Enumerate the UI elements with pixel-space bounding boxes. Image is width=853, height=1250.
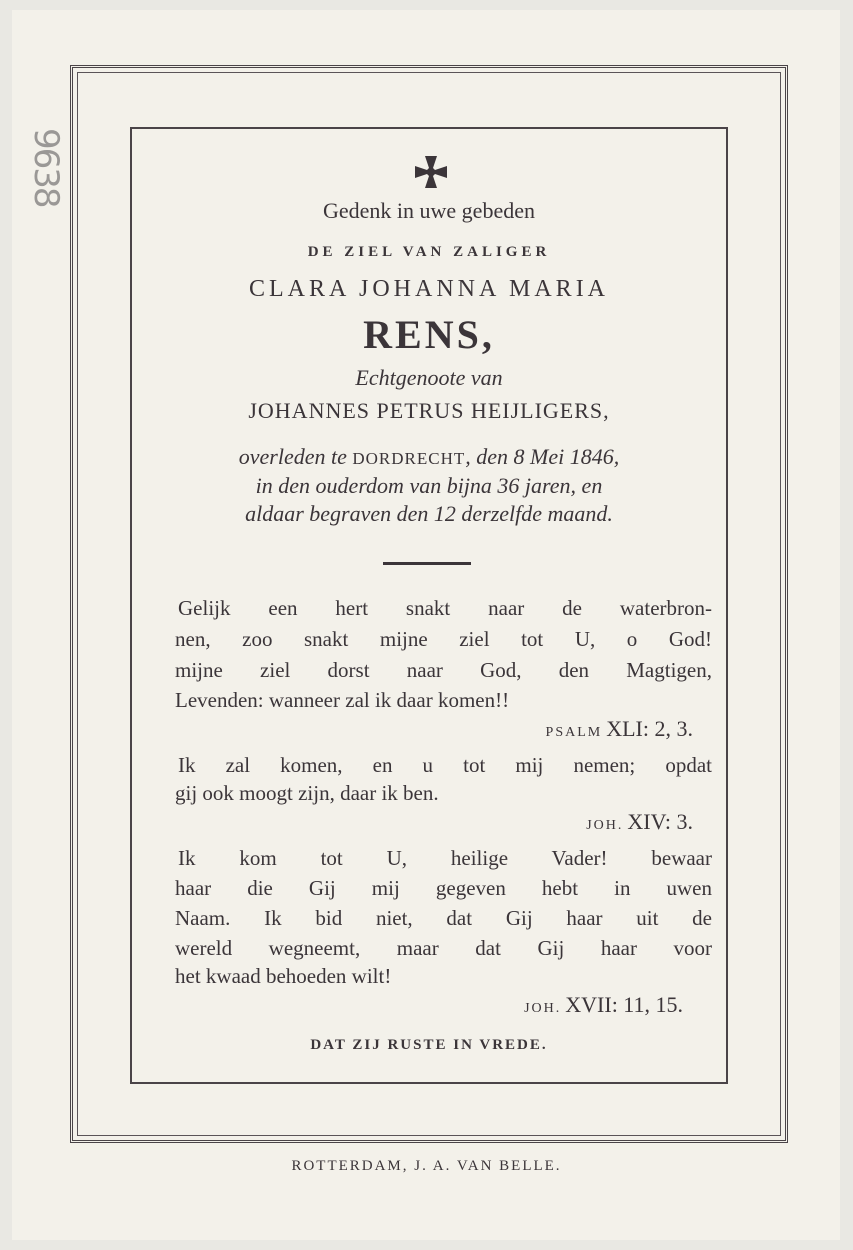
reference-chapter-verse: XLI: 2, 3. — [606, 716, 693, 741]
verse-line: nen, zoo snakt mijne ziel tot U, o God! — [175, 627, 712, 651]
death-line-1 — [130, 444, 728, 470]
death-text: overleden te — [238, 444, 347, 469]
reference-chapter-verse: XIV: 3. — [627, 809, 693, 834]
verse-line: het kwaad behoeden wilt! — [175, 964, 392, 988]
death-line-3: aldaar begraven den 12 derzelfde maand. — [245, 501, 613, 526]
verse-line: wereld wegneemt, maar dat Gij haar voor — [175, 936, 712, 960]
invocation: Gedenk in uwe gebeden — [323, 198, 535, 223]
printer-imprint: ROTTERDAM, J. A. VAN BELLE. — [291, 1158, 562, 1174]
verse-reference — [524, 992, 683, 1018]
death-place: DORDRECHT — [352, 449, 466, 468]
death-date: , den 8 Mei 1846, — [465, 444, 620, 469]
verse-line: gij ook moogt zijn, daar ik ben. — [175, 781, 439, 805]
verse-line: mijne ziel dorst naar God, den Magtigen, — [175, 658, 712, 682]
verse-reference — [546, 716, 693, 742]
reference-book: JOH. — [586, 818, 624, 833]
verse-line: Ik kom tot U, heilige Vader! bewaar — [178, 846, 712, 870]
soul-line: DE ZIEL VAN ZALIGER — [307, 244, 551, 260]
cross-pattee-icon — [414, 155, 448, 189]
verse-line: Naam. Ik bid niet, dat Gij haar uit de — [175, 906, 712, 930]
reference-book: JOH. — [524, 1001, 562, 1016]
given-names: CLARA JOHANNA MARIA — [248, 276, 610, 302]
verse-line: Gelijk een hert snakt naar de waterbron- — [178, 596, 712, 620]
death-line-2: in den ouderdom van bijna 36 jaren, en — [255, 473, 603, 498]
reference-book: PSALM — [545, 725, 603, 740]
verse-line: Ik zal komen, en u tot mij nemen; opdat — [178, 753, 712, 777]
surname: RENS, — [363, 312, 495, 357]
divider-rule — [383, 562, 471, 565]
verse-line: Levenden: wanneer zal ik daar komen!! — [175, 688, 510, 712]
verse-line: haar die Gij mij gegeven hebt in uwen — [175, 876, 712, 900]
spouse-intro: Echtgenoote van — [355, 365, 503, 390]
spouse-name: JOHANNES PETRUS HEIJLIGERS, — [248, 398, 610, 423]
closing-line: DAT ZIJ RUSTE IN VREDE. — [310, 1037, 548, 1053]
handwritten-inventory-number: 9638 — [26, 128, 66, 207]
verse-reference — [586, 809, 693, 835]
reference-chapter-verse: XVII: 11, 15. — [565, 992, 683, 1017]
